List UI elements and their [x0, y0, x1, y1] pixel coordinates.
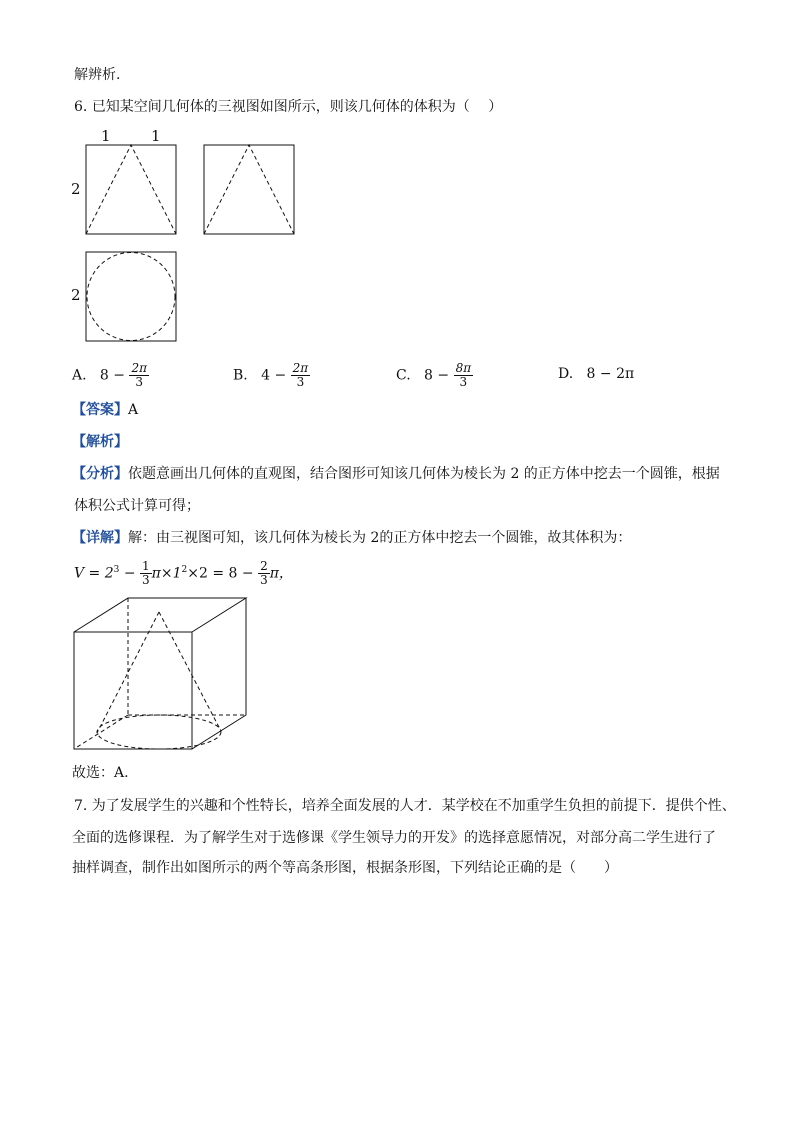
option-b-fraction: $\frac{2\pi}{3}$ [292, 361, 309, 389]
option-d-label: D. [558, 366, 574, 382]
dimension-label-height: 2 [71, 180, 81, 198]
option-a-fraction: $\frac{2\pi}{3}$ [131, 361, 147, 389]
question-7-line-3: 抽样调查，制作出如图所示的两个等高条形图，根据条形图，下列结论正确的是（ ） [72, 860, 618, 876]
question-number: 6. [74, 99, 88, 115]
answer-value: A [128, 402, 139, 418]
fenxi-line-1: 【分析】依题意画出几何体的直观图，结合图形可知该几何体为棱长为 2 的正方体中挖去一个圆锥，根据 [72, 466, 720, 482]
option-a-lead: 8 − [99, 367, 126, 384]
previous-analysis-tail: 解辨析. [74, 67, 121, 83]
question-7-line-2: 全面的选修课程．为了解学生对于选修课《学生领导力的开发》的选择意愿情况，对部分高二学生进行了 [72, 830, 716, 846]
option-c-fraction: $\frac{8\pi}{3}$ [455, 361, 472, 389]
fenxi-line-2: 体积公式计算可得； [74, 498, 200, 514]
option-b-lead: 4 − [261, 367, 287, 384]
analysis-heading: 【解析】 [72, 434, 128, 450]
xiangjie-line: 【详解】解：由三视图可知，该几何体为棱长为 2的正方体中挖去一个圆锥，故其体积为： [72, 530, 632, 546]
dimension-label-topview: 2 [71, 286, 81, 304]
option-c-lead: 8 − [424, 367, 450, 384]
option-c-label: C. [396, 367, 411, 384]
conclusion: 故选：A. [72, 765, 129, 781]
question-7-line-1: 7. 为了发展学生的兴趣和个性特长，培养全面发展的人才．某学校在不加重学生负担的前提下．提供个性、 [74, 798, 736, 814]
option-a-label: A. [72, 367, 87, 384]
cone [97, 612, 221, 749]
dimension-label-left: 1 [101, 127, 111, 145]
option-b-label: B. [233, 367, 248, 384]
cube-front-face [74, 632, 192, 749]
answer-tag: 【答案】 [72, 402, 128, 418]
option-d-text: 8 − 2π [586, 366, 635, 382]
volume-formula: $V = 2^3$ − $\frac{1}{3}$ $\pi\times 1^2\times 2 = 8$ − $\frac{2}{3}$ π， [74, 559, 293, 587]
dimension-label-right: 1 [151, 127, 161, 145]
question-text: 已知某空间几何体的三视图如图所示，则该几何体的体积为（ ） [91, 99, 503, 115]
